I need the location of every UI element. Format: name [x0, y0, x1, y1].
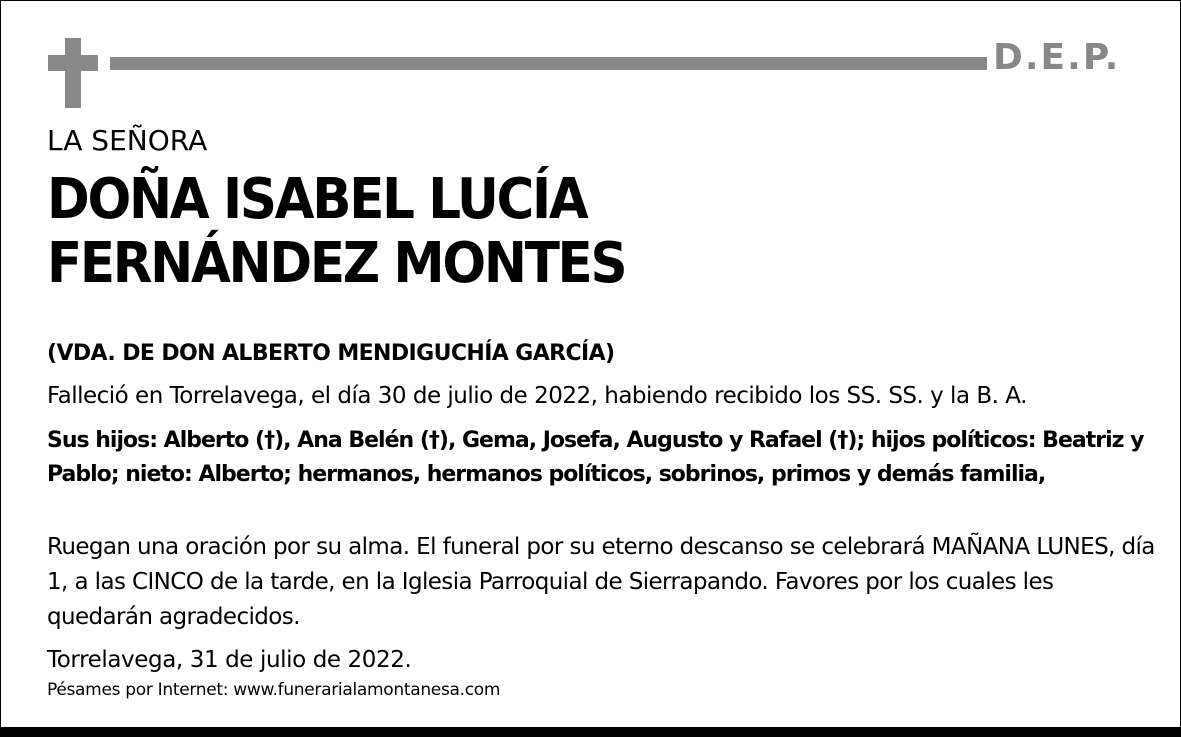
death-statement: Falleció en Torrelavega, el día 30 de julio de 2022, habiendo recibido los SS. SS. y la B. A. — [47, 383, 1027, 409]
honorific: LA SEÑORA — [47, 124, 208, 157]
place-date: Torrelavega, 31 de julio de 2022. — [47, 647, 412, 673]
family-list: Sus hijos: Alberto (†), Ana Belén (†), Gema, Josefa, Augusto y Rafael (†); hijos políticos: Beatriz y Pablo; nieto: Alberto; hermanos, hermanos políticos, sobrinos, primos y demás familia, — [47, 428, 1144, 487]
deceased-name-line-2: FERNÁNDEZ MONTES — [47, 231, 626, 296]
header-rule — [110, 57, 987, 70]
bottom-bar — [0, 727, 1181, 737]
funeral-info: Ruegan una oración por su alma. El funeral por su eterno descanso se celebrará MAÑANA LUNES, día 1, a las CINCO de la tarde, en la Iglesia Parroquial de Sierrapando. Favores por los cuales les quedarán agradecidos. — [47, 534, 1155, 630]
condolences-link: Pésames por Internet: www.funerarialamontanesa.com — [47, 680, 501, 700]
deceased-name — [47, 168, 625, 296]
dep-label: D.E.P. — [993, 37, 1121, 78]
cross-icon — [65, 38, 81, 108]
widow-of: (VDA. DE DON ALBERTO MENDIGUCHÍA GARCÍA) — [47, 341, 615, 366]
cross-icon-arm — [48, 55, 98, 71]
deceased-name-line-1: DOÑA ISABEL LUCÍA — [47, 167, 587, 232]
